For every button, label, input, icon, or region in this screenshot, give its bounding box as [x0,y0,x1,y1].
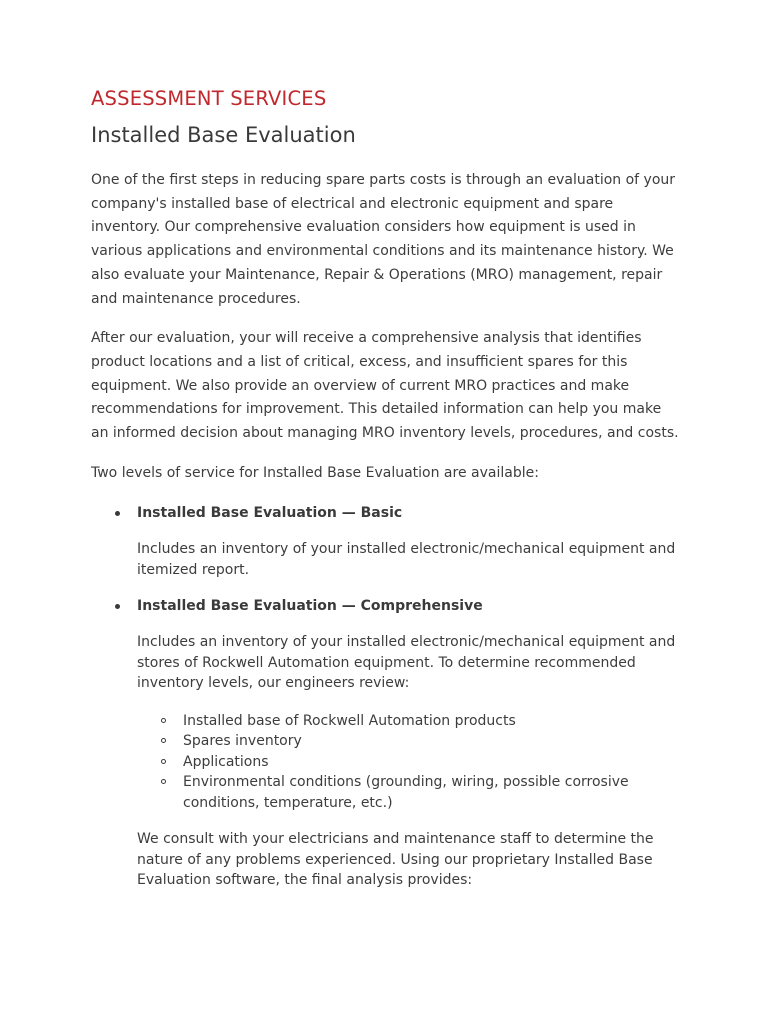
service-level-basic [91,502,683,580]
bullet-circle-icon [161,779,166,784]
list-item-text: Installed base of Rockwell Automation products [183,712,516,729]
service-level-title: Installed Base Evaluation — Basic [137,505,403,522]
service-levels-list [91,502,683,891]
section-label: ASSESSMENT SERVICES [91,87,327,110]
bullet-disc-icon [115,604,120,609]
bullet-disc-icon [115,511,120,516]
bullet-circle-icon [161,759,166,764]
consult-paragraph: We consult with your electricians and maintenance staff to determine the nature of any problems experienced. Using our proprietary Installed Base Evaluation software, the final analysis provides: [137,831,654,889]
levels-intro-paragraph: Two levels of service for Installed Base Evaluation are available: [91,464,539,481]
list-item-text: Spares inventory [183,733,302,750]
bullet-circle-icon [161,718,166,723]
document-page [91,86,683,891]
service-level-title: Installed Base Evaluation — Comprehensive [137,598,483,615]
page-title: Installed Base Evaluation [91,123,356,147]
analysis-paragraph: After our evaluation, your will receive a comprehensive analysis that identifies product locations and a list of critical, excess, and insufficient spares for this equipment. We also provide an overview of current MRO practices and make recommendations for improvement. This detailed information can help you make an informed decision about managing MRO inventory levels, procedures, and costs. [91,330,679,442]
list-item [137,711,683,732]
list-item [137,772,683,813]
service-level-description: Includes an inventory of your installed electronic/mechanical equipment and itemized report. [137,541,676,578]
list-item [137,731,683,752]
list-item-text: Applications [183,753,269,770]
service-level-description: Includes an inventory of your installed electronic/mechanical equipment and stores of Rockwell Automation equipment. To determine recommended inventory levels, our engineers review: [137,634,676,692]
list-item [137,752,683,773]
review-items-list [137,711,683,814]
service-level-comprehensive [91,595,683,891]
list-item-text: Environmental conditions (grounding, wiring, possible corrosive conditions, temperature, etc.) [183,774,629,811]
intro-paragraph: One of the first steps in reducing spare parts costs is through an evaluation of your company's installed base of electrical and electronic equipment and spare inventory. Our comprehensive evaluation considers how equipment is used in various applications and environmental conditions and its maintenance history. We also evaluate your Maintenance, Repair & Operations (MRO) management, repair and maintenance procedures. [91,172,676,307]
bullet-circle-icon [161,738,166,743]
